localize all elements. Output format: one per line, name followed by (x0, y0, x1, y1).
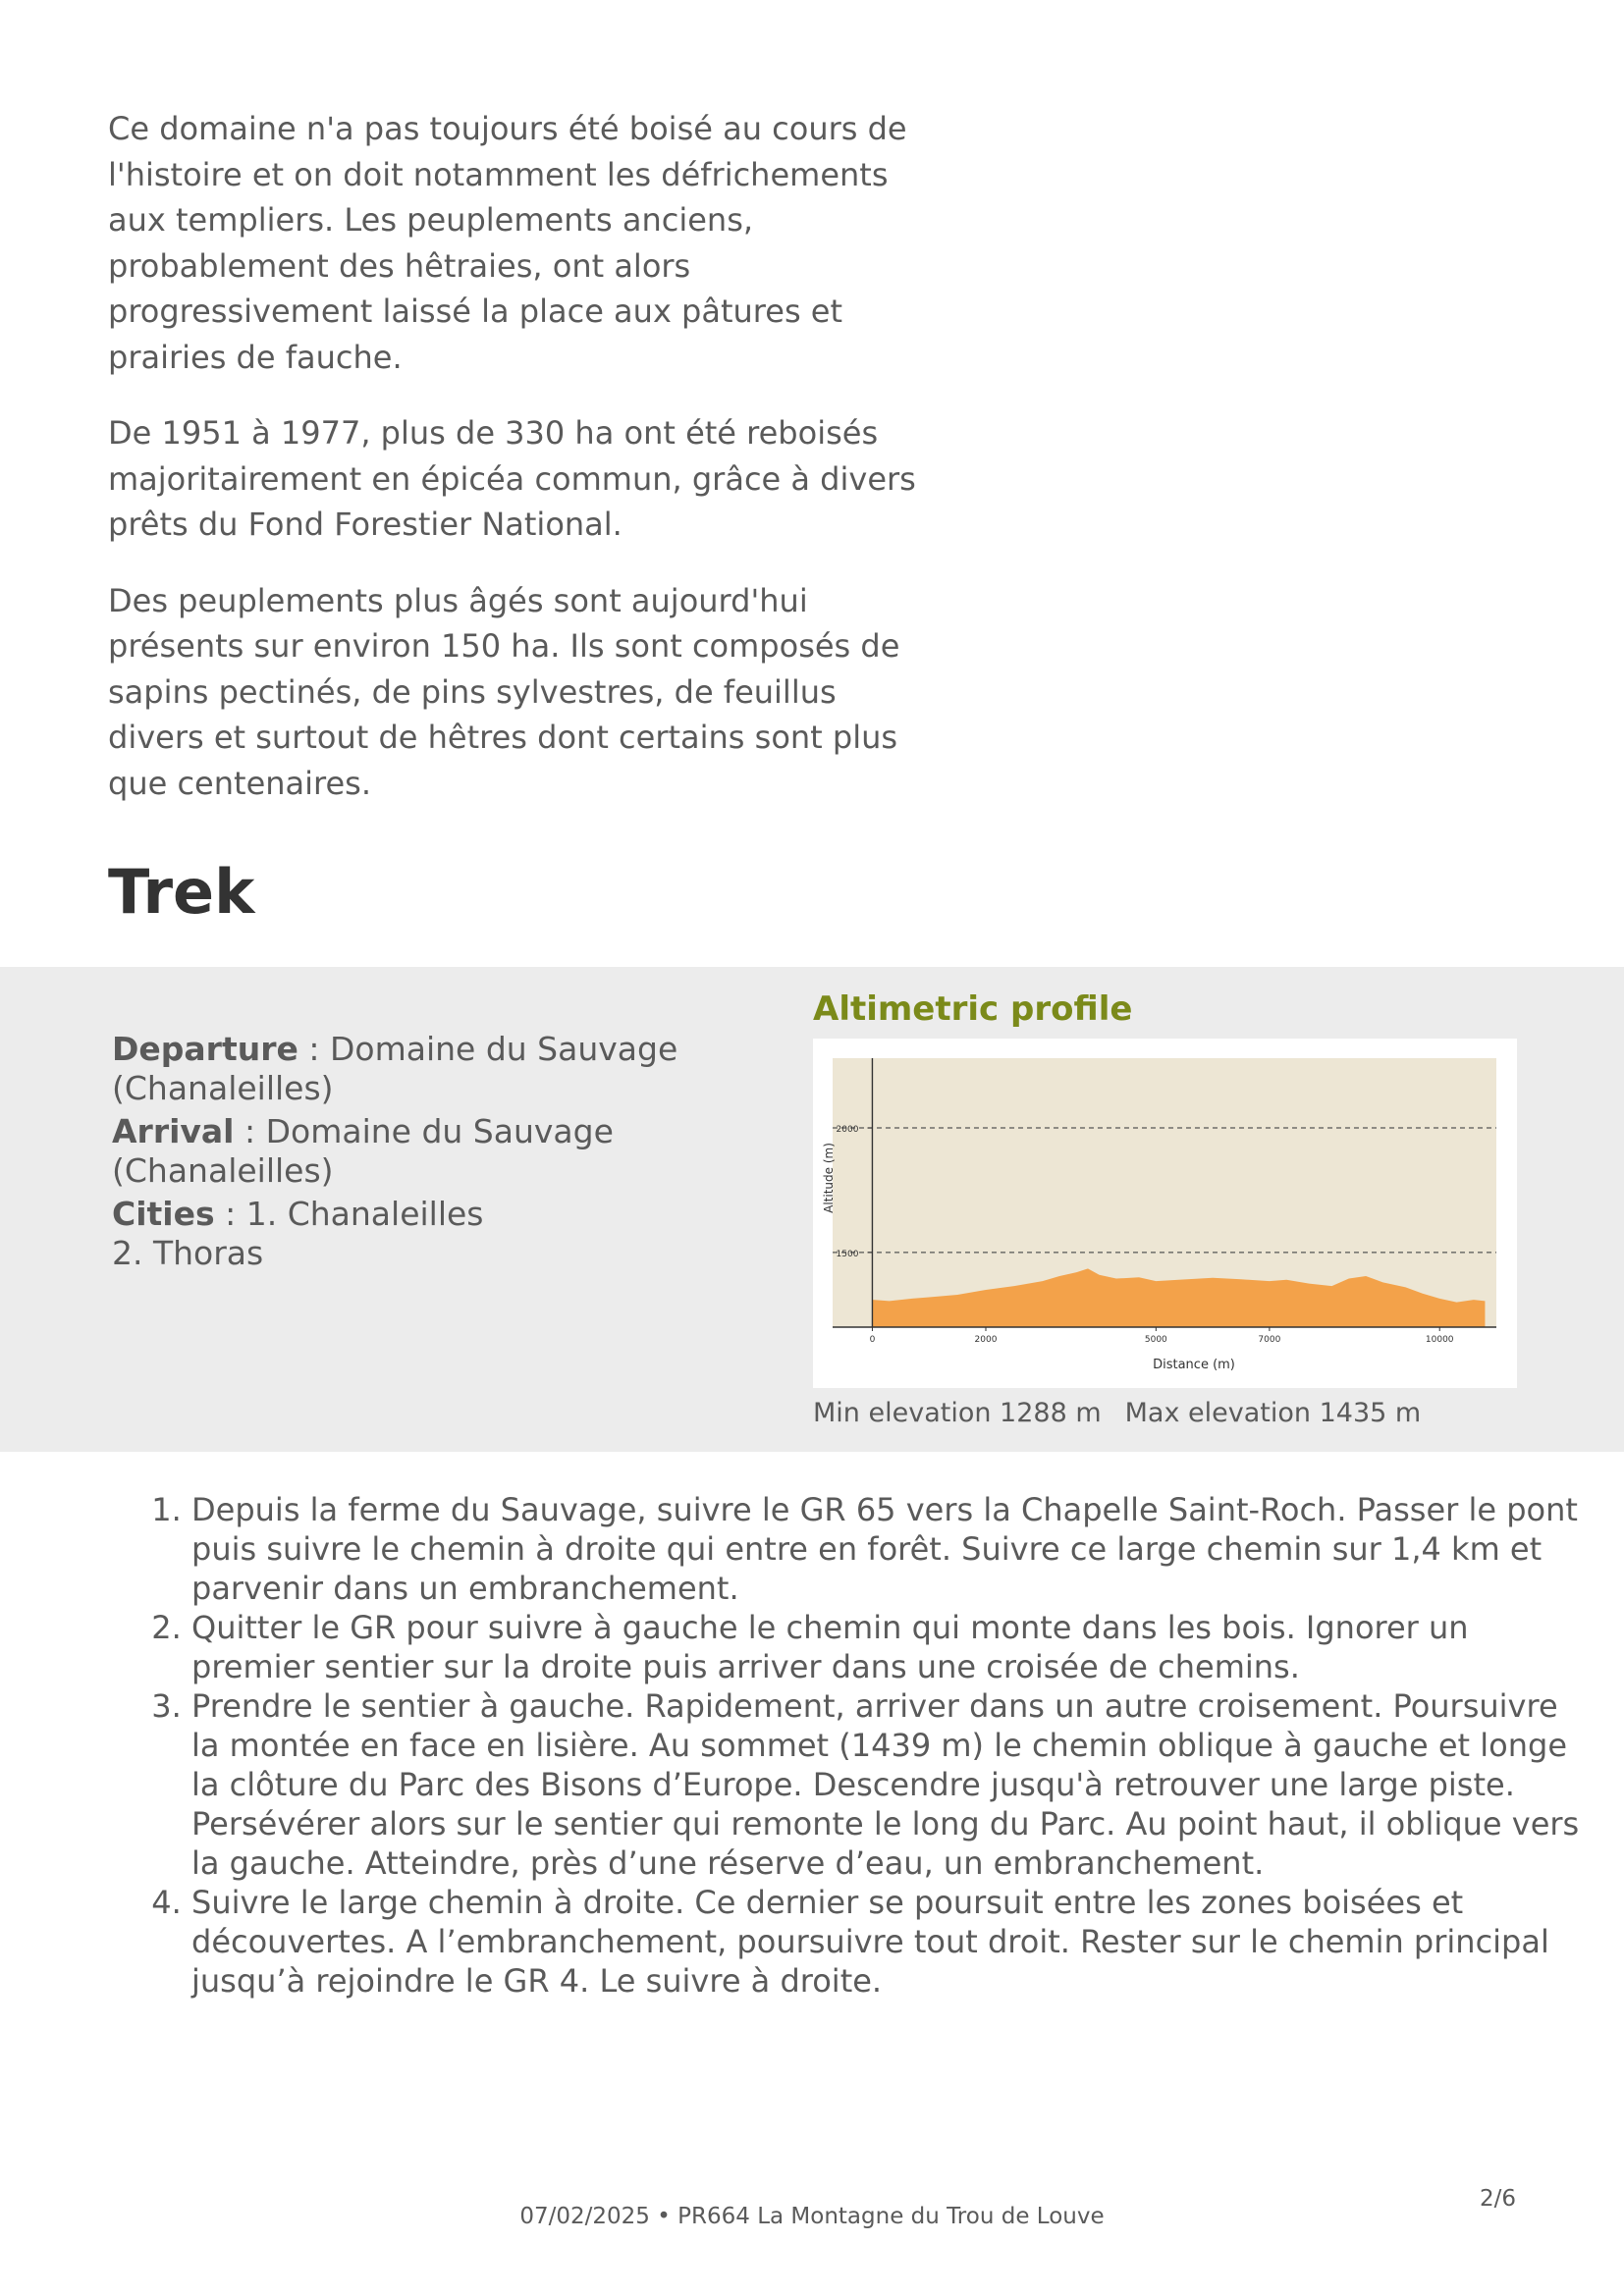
page-number: 2/6 (1479, 2186, 1516, 2212)
route-step: 1. Depuis la ferme du Sauvage, suivre le GR 65 vers la Chapelle Saint-Roch. Passer le pont puis suivre le chemin à droite qui entre en forêt. Suivre ce large chemin sur 1,4 km et parvenir dans un embranchement. (191, 1490, 1586, 1608)
arrival-row (112, 1112, 740, 1191)
min-elevation: Min elevation 1288 m (813, 1398, 1102, 1428)
elevation-summary (813, 1398, 1421, 1428)
departure-value: : Domaine du Sauvage (Chanaleilles) (112, 1030, 678, 1107)
x-tick-label: 10000 (1425, 1335, 1454, 1345)
x-tick-label: 7000 (1258, 1335, 1281, 1345)
route-step: 4. Suivre le large chemin à droite. Ce dernier se poursuit entre les zones boisées et découvertes. A l’embranchement, poursuivre tout droit. Rester sur le chemin principal jusqu’à rejoindre le GR 4. Le suivre à droite. (191, 1883, 1586, 2001)
x-tick-label: 2000 (974, 1335, 998, 1345)
x-tick-label: 0 (869, 1335, 876, 1345)
arrival-value: : Domaine du Sauvage (Chanaleilles) (112, 1112, 614, 1190)
altimetric-profile-title: Altimetric profile (813, 989, 1133, 1029)
intro-paragraph: Ce domaine n'a pas toujours été boisé au cours de l'histoire et on doit notamment les défrichements aux templiers. Les peuplements anciens, probablement des hêtraies, ont alors progressivement laissé la place aux pâtures et prairies de fauche. (108, 110, 907, 376)
y-tick-label: 2000 (836, 1125, 859, 1136)
x-axis-title: Distance (m) (1153, 1358, 1235, 1372)
route-step: 3. Prendre le sentier à gauche. Rapidement, arriver dans un autre croisement. Poursuivre la montée en face en lisière. Au sommet (1439 m) le chemin oblique à gauche et longe la clôture du Parc des Bisons d’Europe. Descendre jusqu'à retrouver une large piste. Persévérer alors sur le sentier qui remonte le long du Parc. Au point haut, il oblique vers la gauche. Atteindre, près d’une réserve d’eau, un embranchement. (191, 1686, 1586, 1883)
route-steps (128, 1490, 1586, 2001)
trek-heading: Trek (108, 856, 255, 928)
y-axis-title: Altitude (m) (822, 1143, 836, 1213)
max-elevation: Max elevation 1435 m (1124, 1398, 1422, 1428)
departure-label: Departure (112, 1030, 298, 1068)
y-tick-label: 1500 (836, 1249, 859, 1259)
intro-paragraph: Des peuplements plus âgés sont aujourd'hui présents sur environ 150 ha. Ils sont composés de sapins pectinés, de pins sylvestres, de feuillus divers et surtout de hêtres dont certains sont plus que centenaires. (108, 581, 900, 802)
departure-row (112, 1030, 740, 1108)
intro-text (108, 106, 923, 836)
route-step: 2. Quitter le GR pour suivre à gauche le chemin qui monte dans les bois. Ignorer un premier sentier sur la droite puis arriver dans une croisée de chemins. (191, 1608, 1586, 1686)
cities-label: Cities (112, 1195, 215, 1233)
cities-value-1: : 1. Chanaleilles (214, 1195, 484, 1233)
cities-value-2: 2. Thoras (112, 1234, 264, 1272)
x-tick-label: 5000 (1144, 1335, 1167, 1345)
cities-row (112, 1195, 740, 1273)
altimetric-chart (813, 1039, 1517, 1388)
footer-date-line: 07/02/2025 • PR664 La Montagne du Trou de Louve (519, 2204, 1105, 2229)
trek-info (112, 1030, 740, 1277)
intro-paragraph: De 1951 à 1977, plus de 330 ha ont été reboisés majoritairement en épicéa commun, grâce à divers prêts du Fond Forestier National. (108, 414, 916, 543)
altimetric-chart-svg (813, 1039, 1517, 1388)
arrival-label: Arrival (112, 1112, 235, 1150)
